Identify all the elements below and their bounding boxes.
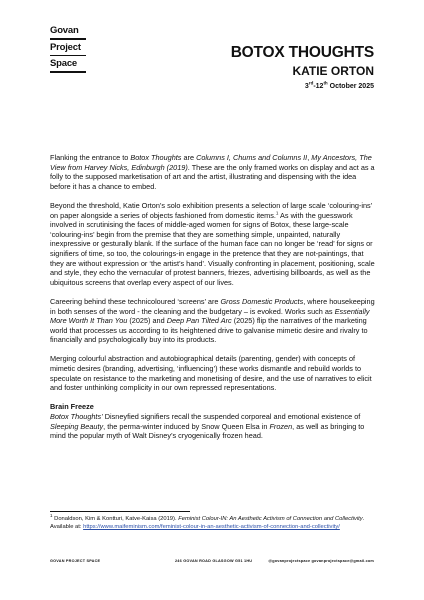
text-run: , the perma-winter induced by Snow Queen Elsa in <box>103 421 270 431</box>
footer-address: 246 GOVAN ROAD GLASGOW G51 1HU <box>175 559 253 563</box>
paragraph-4: Merging colourful abstraction and autobiographical details (parenting, gender) with concepts of mimetic desires (branding, advertising, ‘influencing’) these works dismantle and rebuild worlds to speculate on resistance to the marketing and monetising of desire, and the use of narratives to elicit and foster unthinking complicity in our own repressed representations. <box>50 354 372 393</box>
footnote-number: 1 <box>50 513 53 519</box>
text-run: are <box>181 153 197 162</box>
text-run: , where housekeeping in both senses of the word - the cleaning and the budgetary – is evoked. Works such as <box>50 296 375 316</box>
paragraph-3 <box>50 297 376 345</box>
text-run: , as well as bringing to mind the popular myth of Walt Disney’s cryogenically frozen head. <box>50 421 365 441</box>
gallery-logo <box>50 26 88 76</box>
logo-line-govan: Govan <box>50 25 79 36</box>
italic-text: Frozen <box>269 421 293 431</box>
footer-contact: @govanprojectspace govanprojectspace@gmail.com <box>268 559 374 563</box>
paragraph-2 <box>50 201 376 287</box>
subheading-brain-freeze: Brain Freeze <box>50 402 94 412</box>
footnote-title: Feminist Colour-IN: An Aesthetic Activism of Connection and Collectivity <box>178 516 363 522</box>
italic-text: Columns I, Chums and Columns II <box>196 153 308 162</box>
logo-rule <box>50 55 86 57</box>
exhibition-dates <box>231 82 374 92</box>
date-rest: October 2025 <box>327 83 374 90</box>
italic-text: Gross Domestic Products <box>220 296 304 306</box>
footnote <box>50 513 380 532</box>
essay-body <box>50 153 376 450</box>
italic-text: Botox Thoughts <box>130 153 182 162</box>
italic-text: Botox Thoughts’ <box>50 412 103 422</box>
logo-rule <box>50 71 86 73</box>
date-separator: -12 <box>313 83 324 90</box>
date-start-suffix: rd <box>308 80 314 86</box>
paragraph-2-text-a: Beyond the threshold, Katie Orton’s solo exhibition presents a selection of large scale ‘colouring-ins’ on paper alongside a series of objects fashioned from domestic items. <box>50 200 373 220</box>
logo-rule <box>50 38 86 40</box>
paragraph-5 <box>50 412 376 441</box>
footer-gallery-name: GOVAN PROJECT SPACE <box>50 559 101 563</box>
text-run: Disneyfied signifiers recall the suspended corporeal and emotional existence of <box>102 412 361 422</box>
exhibition-title: BOTOX THOUGHTS <box>230 44 374 61</box>
text-run: Careering behind these technicoloured ‘screens’ are <box>50 296 221 306</box>
italic-text: Essentially More Worth It Than You <box>50 306 370 326</box>
footnote-text-a: Donaldson, Kim & Kontturi, Katve-Kaisa (2019). <box>52 516 179 522</box>
date-start: 3 <box>304 83 309 90</box>
text-run: (2025) and <box>127 316 167 326</box>
document-header <box>231 44 374 92</box>
text-run: Flanking the entrance to <box>50 153 131 162</box>
paragraph-1 <box>50 153 376 191</box>
date-end-suffix: th <box>323 80 328 86</box>
footnote-text-b: . Available at: <box>50 516 365 530</box>
italic-text: Deep Pan Tilted Arc <box>166 316 232 326</box>
logo-line-space: Space <box>50 58 77 69</box>
footnote-reference[interactable]: 1 <box>275 210 279 216</box>
logo-line-project: Project <box>50 41 81 53</box>
footnote-divider <box>50 511 190 512</box>
text-run: , <box>307 153 312 162</box>
page-footer <box>50 559 374 567</box>
footnote-link[interactable]: https://www.maifeminism.com/feminist-colour-in-an-aesthetic-activism-of-connection-and-collectivity/ <box>83 523 340 530</box>
artist-name: KATIE ORTON <box>292 64 374 78</box>
italic-text: Sleeping Beauty <box>50 421 104 431</box>
paragraph-2-text-b: As with the guesswork involved in scrutinising the faces of middle-aged women for signs of Botox, these large-scale ‘colouring-ins’ begin from the premise that they are something simple, unpainted, naturally inexpressive or gesturally blank. If the surface of the human face can no longer be ‘read’ for signs or signifiers of time, so too, the colourings-in engage in the pretence that they are not-paintings, that they are without expression or ‘the artist’s hand’. Visually confronting in placement, positioning, scale and style, they echo the vernacular of protest banners, friezes, advertising billboards, as well as the ubiquitous screens that overlap every aspect of our lives. <box>50 210 375 287</box>
text-run: . These are the only framed works on display and act as a folly to the supposed marketisation of art and the artist, illustrating and dispensing with the idea before it has a chance to embed. <box>50 162 375 191</box>
text-run: (2025) flip the narratives of the marketing world that processes us according to its heightened drive to galvanise mimetic desire and rivalry to financially and psychologically buy into its products. <box>50 316 368 345</box>
italic-text: My Ancestors, The View from Harvey Nicks, Edinburgh (2019) <box>50 153 372 172</box>
